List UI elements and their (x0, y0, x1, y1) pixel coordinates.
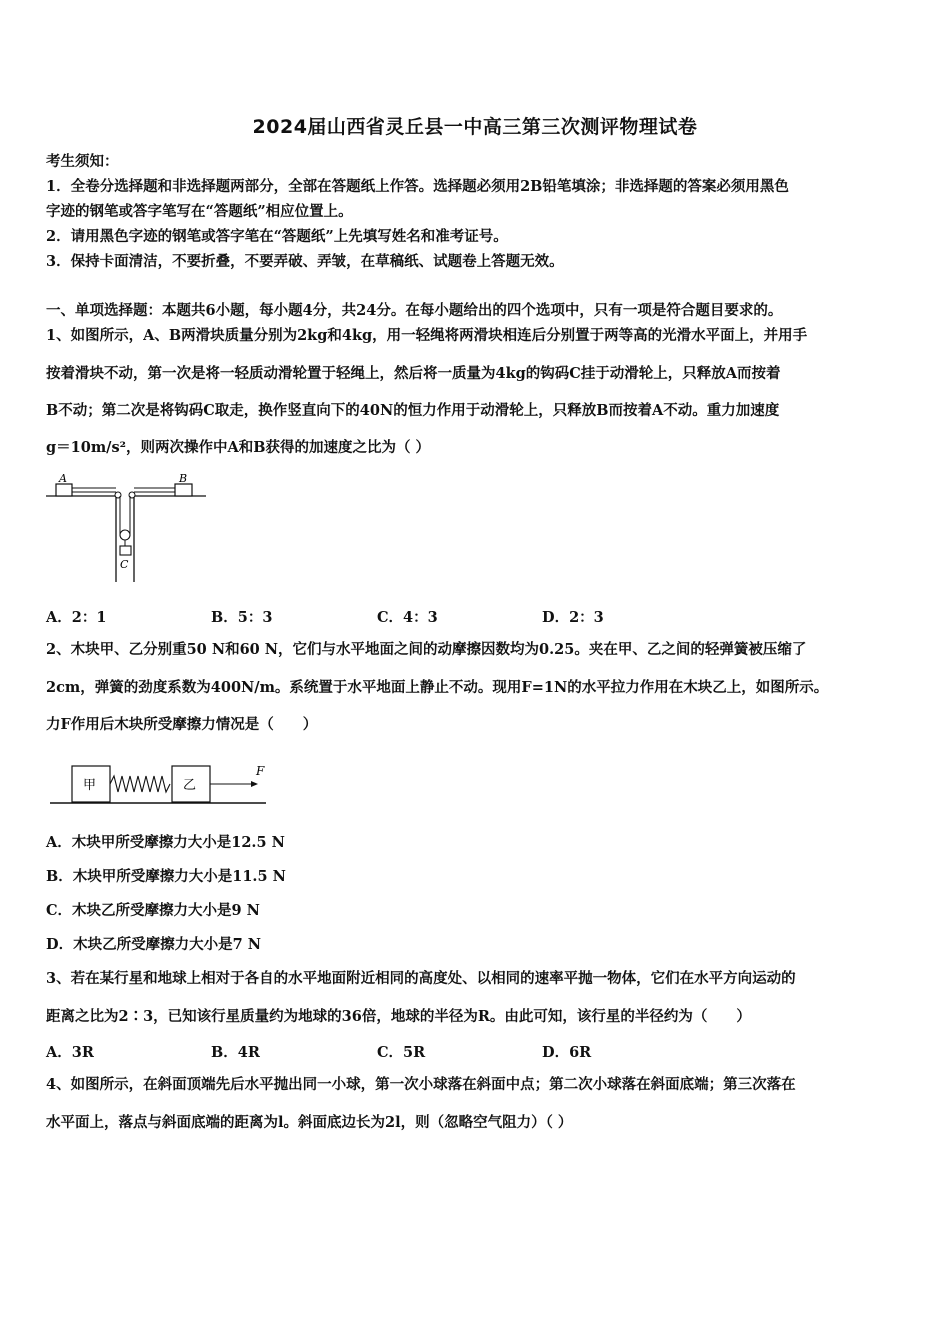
block-a (56, 484, 72, 496)
block-b (175, 484, 192, 496)
label-yi: 乙 (183, 778, 197, 793)
label-a: A (59, 472, 67, 485)
question-2-line: 力F作用后木块所受摩擦力情况是（ ） (46, 716, 318, 733)
question-1-line: B不动；第二次是将钩码C取走，换作竖直向下的40N的恒力作用于动滑轮上，只释放B而按着A不动。重力加速度 (46, 402, 780, 419)
question-1-line: 1、如图所示，A、B两滑块质量分别为2kg和4kg，用一轻绳将两滑块相连后分别置于两等高的光滑水平面上，并用手 (46, 327, 808, 344)
question-4-line: 水平面上，落点与斜面底端的距离为l。斜面底边长为2l，则（忽略空气阻力）（ ） (46, 1114, 573, 1131)
section-heading: 一、单项选择题：本题共6小题，每小题4分，共24分。在每小题给出的四个选项中，只有一项是符合题目要求的。 (46, 302, 783, 319)
notice-item: 字迹的钢笔或答字笔写在“答题纸”相应位置上。 (46, 203, 353, 220)
question-3-line: 3、若在某行星和地球上相对于各自的水平地面附近相同的高度处、以相同的速率平抛一物体，它们在水平方向运动的 (46, 970, 796, 987)
arrow-icon (251, 781, 258, 787)
label-jia: 甲 (83, 778, 97, 793)
pulley-diagram (44, 470, 214, 588)
question-4-line: 4、如图所示，在斜面顶端先后水平抛出同一小球，第一次小球落在斜面中点；第二次小球落在斜面底端；第三次落在 (46, 1076, 796, 1093)
question-3-line: 距离之比为2∶3，已知该行星质量约为地球的36倍，地球的半径为R。由此可知，该行星的半径约为（ ） (46, 1008, 751, 1025)
q3-option-d: D．6R (542, 1044, 592, 1061)
question-1-line: g＝10m/s²，则两次操作中A和B获得的加速度之比为（ ） (46, 439, 431, 456)
notice-item: 2．请用黑色字迹的钢笔或答字笔在“答题纸”上先填写姓名和准考证号。 (46, 228, 508, 245)
spring-diagram (48, 758, 278, 810)
notice-heading: 考生须知： (46, 153, 119, 170)
label-f: F (256, 764, 265, 778)
q1-option-c: C．4：3 (377, 609, 438, 626)
q3-option-c: C．5R (377, 1044, 426, 1061)
question-1-line: 按着滑块不动，第一次是将一轻质动滑轮置于轻绳上，然后将一质量为4kg的钩码C挂于动滑轮上，只释放A而按着 (46, 365, 781, 382)
q2-option-b: B．木块甲所受摩擦力大小是11.5 N (46, 868, 286, 885)
q3-option-a: A．3R (46, 1044, 94, 1061)
spring (110, 776, 170, 792)
notice-item: 3．保持卡面清洁，不要折叠，不要弄破、弄皱，在草稿纸、试题卷上答题无效。 (46, 253, 564, 270)
q2-option-c: C．木块乙所受摩擦力大小是9 N (46, 902, 260, 919)
question-2-line: 2、木块甲、乙分别重50 N和60 N，它们与水平地面之间的动摩擦因数均为0.25。夹在甲、乙之间的轻弹簧被压缩了 (46, 641, 807, 658)
label-c: C (120, 558, 129, 571)
page-title: 2024届山西省灵丘县一中高三第三次测评物理试卷 (252, 116, 698, 138)
q2-option-a: A．木块甲所受摩擦力大小是12.5 N (46, 834, 285, 851)
hook-mass-c (120, 546, 131, 555)
q2-option-d: D．木块乙所受摩擦力大小是7 N (46, 936, 261, 953)
notice-item: 1．全卷分选择题和非选择题两部分，全部在答题纸上作答。选择题必须用2B铅笔填涂；非选择题的答案必须用黑色 (46, 178, 789, 195)
q3-option-b: B．4R (211, 1044, 260, 1061)
q1-option-b: B．5：3 (211, 609, 273, 626)
q1-option-d: D．2：3 (542, 609, 604, 626)
label-b: B (179, 472, 188, 485)
question-2-line: 2cm，弹簧的劲度系数为400N/m。系统置于水平地面上静止不动。现用F=1N的水平拉力作用在木块乙上，如图所示。 (46, 679, 829, 696)
q1-option-a: A．2：1 (46, 609, 107, 626)
